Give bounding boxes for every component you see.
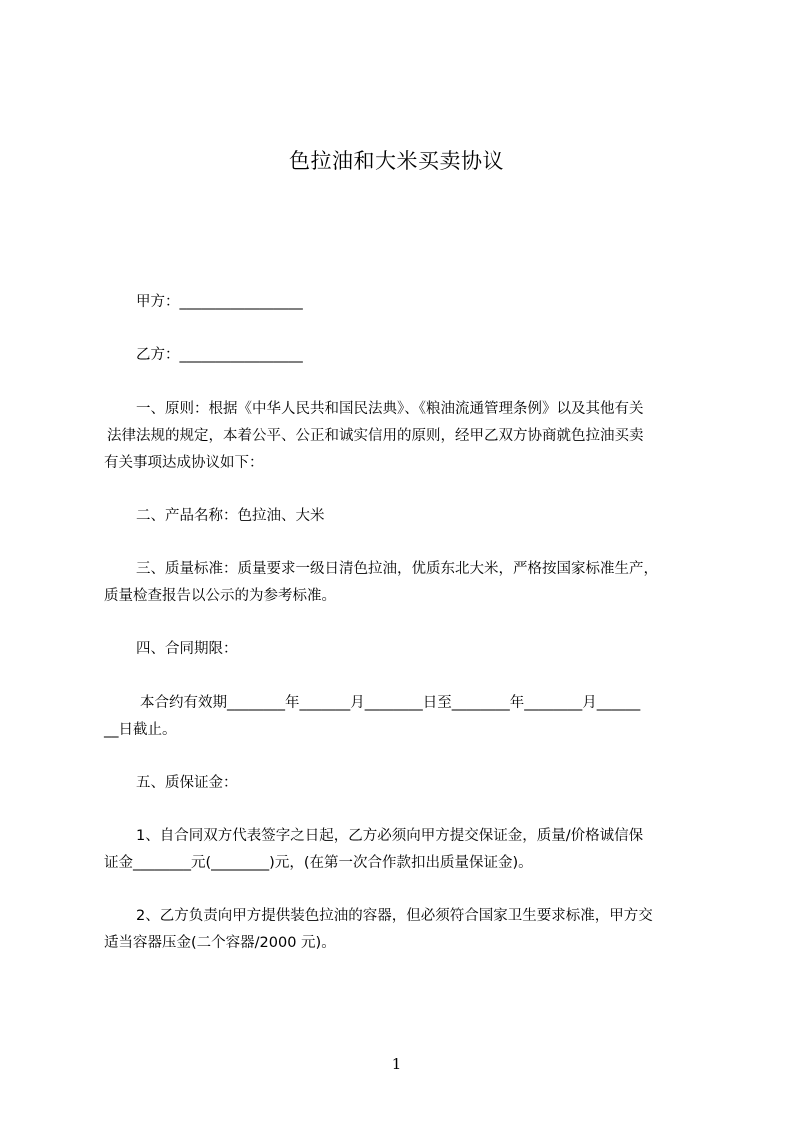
clause4-body-line1: 本合约有效期________年_______月________日至________年________月______ (140, 695, 641, 711)
party-a-line: 甲方：_________________ (136, 294, 303, 310)
clause5-item1-line1: 1、自合同双方代表签字之日起，乙方必须向甲方提交保证金，质量/价格诚信保 (136, 828, 644, 844)
clause5-item2-line1: 2、乙方负责向甲方提供装色拉油的容器，但必须符合国家卫生要求标准，甲方交 (136, 908, 653, 924)
clause4-body-line2: __日截止。 (104, 722, 177, 738)
clause1-line2: 法律法规的规定，本着公平、公正和诚实信用的原则，经甲乙双方协商就色拉油买卖 (107, 428, 644, 444)
clause3-line2: 质量检查报告以公示的为参考标准。 (104, 588, 336, 604)
clause4-heading: 四、合同期限： (136, 641, 238, 657)
clause1-line3: 有关事项达成协议如下： (104, 455, 264, 471)
clause5-item1-line2: 证金________元(________)元，(在第一次合作款扣出质量保证金)。 (104, 855, 533, 871)
clause3-line1: 三、质量标准：质量要求一级日清色拉油，优质东北大米，严格按国家标准生产， (136, 561, 658, 577)
document-title: 色拉油和大米买卖协议 (289, 149, 504, 173)
clause2: 二、产品名称：色拉油、大米 (136, 508, 325, 524)
clause5-item2-line2: 适当容器压金(二个容器/2000 元)。 (104, 935, 336, 951)
party-b-line: 乙方：_________________ (136, 347, 303, 363)
clause1-line1: 一、原则：根据《中华人民共和国民法典》、《粮油流通管理条例》以及其他有关 (136, 401, 644, 417)
clause5-heading: 五、质保证金： (136, 775, 238, 791)
page-number: 1 (391, 1055, 402, 1073)
